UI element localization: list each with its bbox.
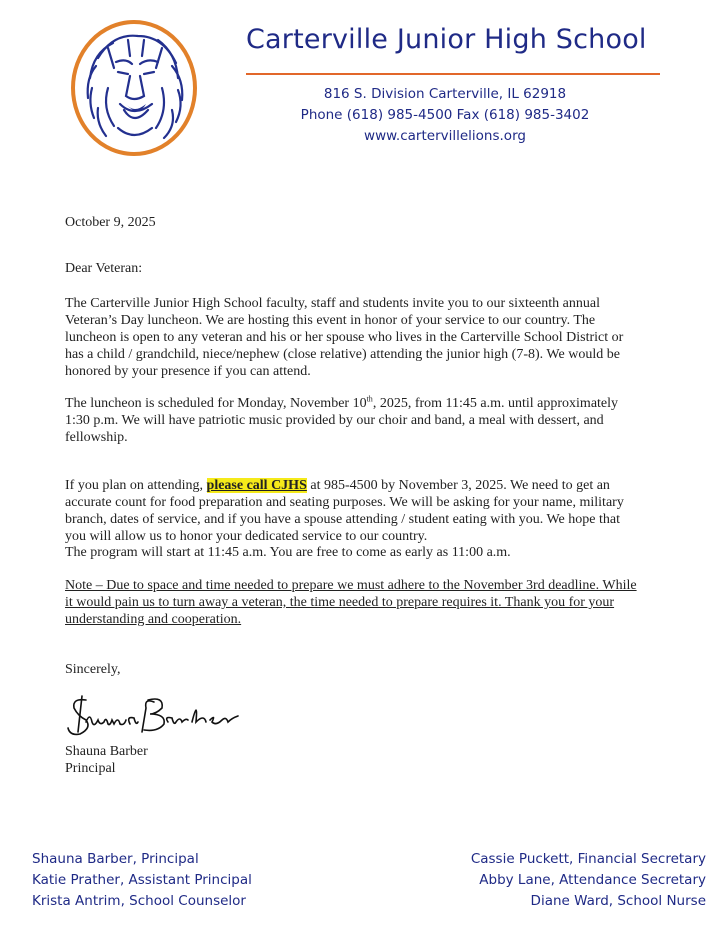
highlighted-call-text: please call CJHS [206, 478, 307, 493]
paragraph-4: The program will start at 11:45 a.m. You are free to come as early as 11:00 a.m. [65, 545, 511, 560]
closing: Sincerely, [65, 662, 121, 677]
text-line: fellowship. [65, 430, 128, 445]
text-line: The Carterville Junior High School faculty, staff and students invite you to our sixteenth annual [65, 296, 601, 311]
staff-entry: Krista Antrim, School Counselor [32, 893, 246, 909]
staff-entry: Cassie Puckett, Financial Secretary [470, 851, 706, 867]
paragraph-2 [65, 395, 618, 446]
text-line: luncheon is open to any veteran and his or her spouse who lives in the Carterville School District or [65, 330, 624, 345]
text-line [65, 477, 624, 494]
text-line [65, 395, 618, 412]
footer-staff-left [32, 849, 252, 912]
footer-staff-right [471, 849, 706, 912]
text-line: honored by your presence if you can attend. [65, 364, 311, 379]
text-line: accurate count for food preparation and seating purposes. We will be asking for your name, military [65, 495, 624, 510]
website-link[interactable]: www.cartervillelions.org [364, 128, 526, 144]
salutation: Dear Veteran: [65, 261, 143, 276]
ordinal-suffix: th [366, 394, 373, 404]
text-segment: If you plan on attending, [65, 478, 207, 493]
header-divider [246, 73, 660, 75]
text-line: has a child / grandchild, niece/nephew (close relative) attending the junior high (7-8). We would be [65, 347, 620, 362]
text-segment: , 2025, from 11:45 a.m. until approximately [372, 396, 619, 411]
lion-head-icon [68, 18, 200, 158]
staff-entry: Diane Ward, School Nurse [530, 893, 706, 909]
staff-entry: Abby Lane, Attendance Secretary [479, 872, 706, 888]
paragraph-3 [65, 477, 624, 545]
handwritten-signature-icon [64, 692, 244, 742]
deadline-note [65, 577, 637, 628]
school-name: Carterville Junior High School [246, 24, 647, 55]
text-line: you will allow us to honor your dedicated service to our country. [65, 529, 428, 544]
text-line: branch, dates of service, and if you have a spouse attending / student eating with you. We hope that [65, 512, 620, 527]
text-segment: at 985-4500 by November 3, 2025. We need to get an [306, 478, 610, 493]
text-line: understanding and cooperation. [65, 612, 242, 627]
school-address: 816 S. Division Carterville, IL 62918 [323, 86, 567, 102]
staff-entry: Katie Prather, Assistant Principal [32, 872, 252, 888]
text-line: 1:30 p.m. We will have patriotic music provided by our choir and band, a meal with dessert, and [65, 413, 604, 428]
phone-fax: Phone (618) 985-4500 Fax (618) 985-3402 [300, 107, 590, 123]
signer-name: Shauna Barber [65, 744, 148, 759]
text-line: it would pain us to turn away a veteran, the time needed to prepare requires it. Thank you for your [65, 595, 615, 610]
text-line: Note – Due to space and time needed to prepare we must adhere to the November 3rd deadline. While [65, 578, 637, 593]
signer-title: Principal [65, 761, 116, 776]
letter-date: October 9, 2025 [65, 215, 156, 230]
staff-entry: Shauna Barber, Principal [32, 851, 199, 867]
paragraph-1 [65, 295, 623, 380]
text-segment: The luncheon is scheduled for Monday, November 10 [65, 396, 367, 411]
signature [64, 692, 244, 747]
text-line: Veteran’s Day luncheon. We are hosting this event in honor of your service to our country. The [65, 313, 596, 328]
school-logo [68, 18, 200, 163]
